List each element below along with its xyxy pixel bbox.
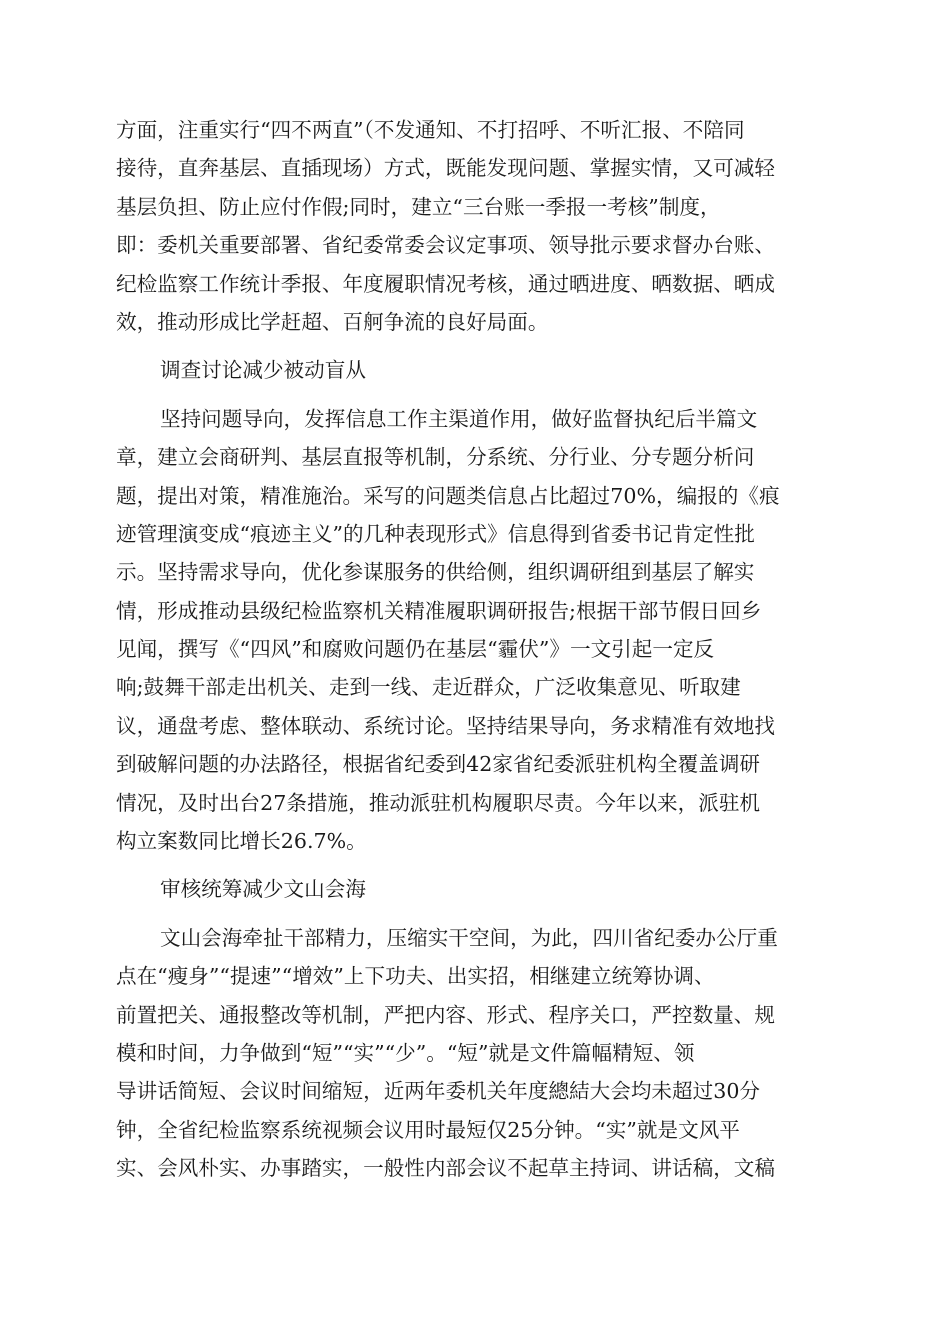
paragraph-review (116, 919, 832, 1188)
paragraph-line: 章，建立会商研判、基层直报等机制，分系统、分行业、分专题分析问 (116, 445, 755, 470)
paragraph-line: 响;鼓舞干部走出机关、走到一线、走近群众，广泛收集意见、听取建 (116, 675, 741, 700)
paragraph-line: 即：委机关重要部署、省纪委常委会议定事项、领导批示要求督办台账、 (116, 233, 775, 258)
paragraph-line: 坚持问题导向，发挥信息工作主渠道作用，做好监督执纪后半篇文 (160, 406, 758, 431)
paragraph-line: 到破解问题的办法路径，根据省纪委到42家省纪委派驻机构全覆盖调研 (116, 752, 761, 777)
section-heading-review: 审核统筹减少文山会海 (160, 877, 366, 902)
document-page (116, 111, 832, 1188)
paragraph-line: 迹管理演变成“痕迹主义”的几种表现形式》信息得到省委书记肯定性批 (116, 521, 755, 546)
paragraph-line: 接待，直奔基层、直插现场）方式，既能发现问题、掌握实情，又可减轻 (116, 156, 775, 181)
paragraph-line: 导讲话简短、会议时间缩短，近两年委机关年度總結大会均未超过30分 (116, 1079, 761, 1104)
paragraph-line: 文山会海牵扯干部精力，压缩实干空间，为此，四川省纪委办公厅重 (160, 925, 778, 950)
paragraph-line: 题，提出对策，精准施治。采写的问题类信息占比超过70%，编报的《痕 (116, 483, 780, 508)
paragraph-line: 点在“瘦身”“提速”“增效”上下功夫、出实招，相继建立统筹协调、 (116, 964, 715, 989)
paragraph-line: 构立案数同比增长26.7%。 (116, 829, 367, 854)
section-heading-investigation: 调查讨论减少被动盲从 (160, 358, 366, 383)
paragraph-line: 示。坚持需求导向，优化参谋服务的供给侧，组织调研组到基层了解实 (116, 560, 755, 585)
paragraph-line: 钟，全省纪检监察系统视频会议用时最短仅25分钟。“实”就是文风平 (116, 1117, 740, 1142)
paragraph-line: 前置把关、通报整改等机制，严把内容、形式、程序关口，严控数量、规 (116, 1002, 775, 1027)
paragraph-line: 情况，及时出台27条措施，推动派驻机构履职尽责。今年以来，派驻机 (116, 790, 761, 815)
paragraph-line: 方面，注重实行“四不两直”（不发通知、不打招呼、不听汇报、不陪同 (116, 118, 745, 142)
paragraph-line: 情，形成推动县级纪检监察机关精准履职调研报告;根据干部节假日回乡 (116, 598, 762, 623)
paragraph-line: 纪检监察工作统计季报、年度履职情况考核，通过晒进度、晒数据、晒成 (116, 271, 775, 296)
paragraph-line: 效，推动形成比学赶超、百舸争流的良好局面。 (116, 309, 549, 334)
paragraph-line: 见闻，撰写《“四风”和腐败问题仍在基层“霾伏”》一文引起一定反 (116, 637, 715, 662)
paragraph-investigation (116, 400, 832, 861)
paragraph-line: 实、会风朴实、办事踏实，一般性内部会议不起草主持词、讲话稿，文稿 (116, 1156, 775, 1181)
paragraph-line: 模和时间，力争做到“短”“实”“少”。“短”就是文件篇幅精短、领 (116, 1040, 695, 1065)
paragraph-line: 基层负担、防止应付作假;同时，建立“三台账一季报一考核”制度， (116, 194, 721, 219)
paragraph-inspection (116, 111, 832, 341)
paragraph-line: 议，通盘考虑、整体联动、系统讨论。坚持结果导向，务求精准有效地找 (116, 713, 775, 738)
